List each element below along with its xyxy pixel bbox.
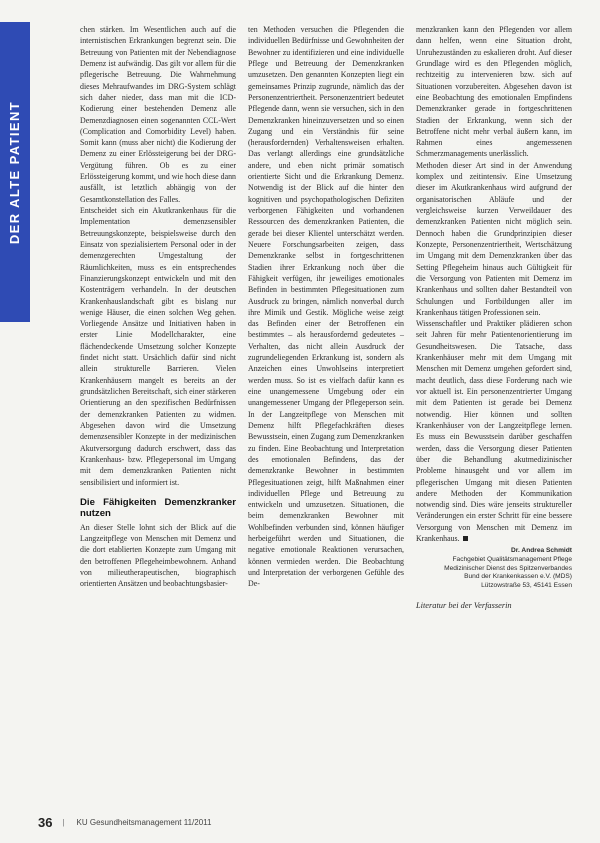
paragraph: ten Methoden versuchen die Pflegenden die individuellen Bedürfnisse und Gewohnheiten der Bewohner zu identifizieren und eine individuelle Pflege und Betreuung der Demenzkranken umzusetzen. Den genannten Konzepten liegt ein gemeinsames Prinzip zugrunde, nämlich das der Personenzentriertheit. Personenzentriert bedeutet Pflegende dann, wenn sie versuchen, sich in den Demenzkranken hineinzuversetzen und so einen Zugang und ein Verständnis für seine (herausfordernden) Verhaltensweisen erhalten. Das verlangt allerdings eine grundsätzliche andere, und eben nicht primär somatisch orientierte Sicht und die Erkrankung Demenz. Notwendig ist der Blick auf die hinter den kognitiven und psychopathologischen Defiziten verborgenen Fähigkeiten und vorhandenen Ressourcen des demenzkranken Patienten, die gerade bei dieser Klientel unterschätzt werden. Neuere Forschungsarbeiten zeigen, dass Demenzkranke selbst in fortgeschrittenen Stadien ihrer Erkrankung noch über die Fähigkeit verfügen, ihr jeweiliges emotionales Befinden in bestimmten Pflegesituationen zum Ausdruck zu bringen, nämlich nonverbal durch ihre Mimik und Gestik. Mögliche weise zeigt das Befinden einer der Betroffenen ein bestimmtes – als herausfordernd gedeutetes – Verhalten, das nicht allein Ausdruck der zugrundeliegenden Erkrankung ist, sondern als Anzeichen eines Unwohlseins interpretiert werden muss. So ist es vielfach dafür kann es eine unangemessene Umgebung oder ein unangemessener Umgang der Pflegeperson sein. In der Langzeitpflege von Menschen mit Demenz hilft Pflegefachkräften dieses Bewusstsein, einen Zugang zum Demenzkranken zu finden. Eine Beobachtung und Interpretation des emotionalen Befindens, das der demenzkranke Bewohner in bestimmten Pflegesituationen zeigt, hilft Maßnahmen einer individuellen Pflege und Betreuung zu entwickeln und umzusetzen. Situationen, die beim demenzkranken Bewohner mit Wohlbefinden verbunden sind, können häufiger herbeigeführt werden und Situationen, die negative emotionale Reaktionen verursachen, können vermieden werden. Die Beobachtung und Interpretation der verborgenen Gefühle des De- — [248, 25, 404, 589]
footer-separator: | — [62, 817, 65, 827]
section-label-text: DER ALTE PATIENT — [7, 100, 23, 244]
author-affiliation: Bund der Krankenkassen e.V. (MDS) — [464, 573, 572, 581]
column-1 — [80, 24, 236, 824]
author-affiliation: Medizinischer Dienst des Spitzenverbandes — [444, 564, 572, 572]
article-body — [80, 24, 580, 824]
page-footer — [38, 812, 568, 832]
author-name: Dr. Andrea Schmidt — [511, 547, 572, 555]
section-heading: Die Fähigkeiten Demenzkranker nutzen — [80, 496, 236, 519]
publication-name: KU Gesundheitsmanagement 11/2011 — [76, 817, 212, 827]
author-affiliation: Fachgebiet Qualitätsmanagement Pflege — [452, 555, 572, 563]
paragraph: Methoden dieser Art sind in der Anwendung komplex und zeitintensiv. Eine Umsetzung dieser im Akutkrankenhaus wird aufgrund der organisatorischen Abläufe und der vergleichsweise kurzen Verweildauer des demenzkranken Patienten nicht möglich sein. Dennoch haben die Grundprinzipien dieser Konzepte, Personenzentriertheit, Wertschätzung im Umgang mit dem Demenzkranken über das Setting Pflegeheim hinaus auch Gültigkeit für die Versorgung von Patienten mit Demenz im Krankenhaus und sollten daher Bestandteil von Schulungen und Fortbildungen aller im Krankenhaus tätigen Professionen sein. — [416, 160, 572, 317]
column-3 — [416, 24, 572, 824]
paragraph: menzkranken kann den Pflegenden vor allem dann helfen, wenn eine Situation droht, Unruhezuständen zu eskalieren droht. Auf dieser Grundlage wird es den Pflegenden möglich, rechtzeitig zu intervenieren bzw. sich auf Situationen vorzubereiten. Abgesehen davon ist eine Beobachtung des emotionalen Empfindens Demenzkranker gerade in fortgeschrittenen Stadien der Erkrankung, wenn sich der Betroffene nicht mehr verbal äußern kann, im Rahmen eines angemessenen Schmerzmanagements unerlässlich. — [416, 25, 572, 159]
section-label — [0, 22, 30, 322]
paragraph: chen stärken. Im Wesentlichen auch auf die internistischen Erkrankungen begrenzt sein. Die Betreuung von Patienten mit der Nebendiagnose Demenz ist aufwändig. Das gilt vor allem für die pflegerische Betreuung. Die Wahrnehmung dieses Mehraufwandes im DRG-System schlägt sich daher nieder, dass man mit die ICD-Kodierung einer bestehenden Demenz alle Demenzdiagnosen einen sogenannten CCL-Wert (Complication and Comorbidity Level) haben. Somit kann (muss aber nicht) die Kodierung der Demenz zu einer Erlössteigerung bei der DRG-Vergütung führen. Ob es zu einer Erlössteigerung kommt, und wie hoch diese dann ausfällt, ist letztlich abhängig von der Gesamtkonstellation des Falles. — [80, 25, 236, 204]
author-signature — [416, 547, 572, 590]
paragraph: Entscheidet sich ein Akutkrankenhaus für die Implementation demenzsensibler Betreuungskonzepte, beispielsweise durch den Einsatz von spezialisiertem Personal oder in der demenzgerechten Umgestaltung der Räumlichkeiten, muss es ein entsprechendes Finanzierungskonzept entwickeln und mit den Kostenträgern verhandeln. In der deutschen Krankenhauslandschaft gibt es bislang nur wenige Häuser, die einen solchen Weg gehen. Vorliegende Ansätze und Initiativen haben in erster Linie Modellcharakter, eine flächendeckende Umsetzung solcher Konzepte findet nicht statt. Ursächlich dafür sind nicht allein strukturelle Barrieren. Vielen Krankenhäusern mangelt es bereits an der grundsätzlichen Bereitschaft, sich einer stärkeren Orientierung an den spezifischen Bedürfnissen der demenzkranken Patienten zu widmen. Abgesehen davon wird die Umsetzung demenzsensibler Konzepte in der medizinischen Akutversorgung dadurch erschwert, dass das Krankenhaus- bzw. Pflegepersonal im Umgang mit dem demenzkranken Patienten nicht sensibilisiert und informiert ist. — [80, 206, 236, 487]
paragraph — [416, 318, 572, 544]
column-2 — [248, 24, 404, 824]
page-number: 36 — [38, 814, 53, 830]
literature-note: Literatur bei der Verfasserin — [416, 601, 512, 611]
author-address: Lützowstraße 53, 45141 Essen — [481, 581, 572, 589]
paragraph-text: Wissenschaftler und Praktiker plädieren schon seit Jahren für mehr Patientenorientierung im Gesundheitswesen. Die Tatsache, dass Krankenhäuser mehr mit dem Umgang mit Menschen mit Demenz umgehen gefordert sind, macht deutlich, dass diese Forderung nach wie vor aktuell ist. Ein personenzentrierter Umgang mit dem Patienten ist gerade bei Demenz notwendig. Hier können und sollten Krankenhäuser von der Langzeitpflege lernen. Es muss ein Bewusstsein darüber geschaffen werden, dass die Versorgung dieser Patienten über die Behandlung akutmedizinischer Probleme hinausgeht und vor allem im pflegerischen Umgang mit diesen Patienten andere Methoden der Kommunikation notwendig sind. Dies wäre jenseits struktureller Veränderungen ein erster Schritt für eine bessere Versorgung von Menschen mit Demenz im Krankenhaus. — [416, 319, 572, 544]
end-of-article-mark — [463, 536, 468, 541]
paragraph: An dieser Stelle lohnt sich der Blick auf die Langzeitpflege von Menschen mit Demenz und die dort etablierten Konzepte zum Umgang mit den betroffenen Pflegeheimbewohnern. Anhand von milieutherapeutischen, biographisch orientierten Ansätzen und beobachtungsbasier- — [80, 522, 236, 589]
